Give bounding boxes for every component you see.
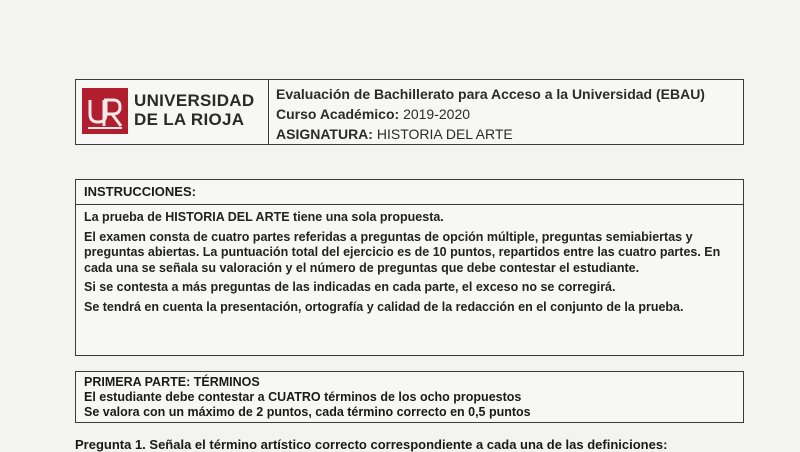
instructions-heading: INSTRUCCIONES: <box>76 180 743 205</box>
part1-heading: PRIMERA PARTE: TÉRMINOS <box>84 375 260 389</box>
logo-cell <box>76 80 269 144</box>
question-1: Pregunta 1. Señala el término artístico correcto correspondiente a cada una de las definiciones: <box>75 437 668 452</box>
instruction-paragraph: Si se contesta a más preguntas de las indicadas en cada parte, el exceso no se corregirá. <box>84 280 616 294</box>
university-logo-icon <box>82 88 128 134</box>
instruction-paragraph: El examen consta de cuatro partes referidas a preguntas de opción múltiple, preguntas semiabiertas y preguntas abiertas. La puntuación total del ejercicio es de 10 puntos, repartidos entre las cuatro partes. En cada una se señala su valoración y el número de preguntas que debe contestar el estudiante. <box>84 229 721 275</box>
instructions-body <box>76 205 743 315</box>
instructions-box <box>75 179 744 356</box>
part1-line: El estudiante debe contestar a CUATRO términos de los ocho propuestos <box>84 390 522 404</box>
part1-line: Se valora con un máximo de 2 puntos, cada término correcto en 0,5 puntos <box>84 405 531 419</box>
part1-box <box>75 371 744 423</box>
instruction-paragraph: La prueba de HISTORIA DEL ARTE tiene una sola propuesta. <box>84 210 444 224</box>
course-line: Curso Académico: 2019-2020 <box>276 106 471 122</box>
university-name: UNIVERSIDAD DE LA RIOJA <box>134 91 255 129</box>
exam-info <box>276 84 705 144</box>
instruction-paragraph: Se tendrá en cuenta la presentación, ortografía y calidad de la redacción en el conjunto de la prueba. <box>84 299 684 314</box>
subject-line: ASIGNATURA: HISTORIA DEL ARTE <box>276 126 513 142</box>
exam-title: Evaluación de Bachillerato para Acceso a la Universidad (EBAU) <box>276 86 705 102</box>
header-box <box>75 79 744 145</box>
